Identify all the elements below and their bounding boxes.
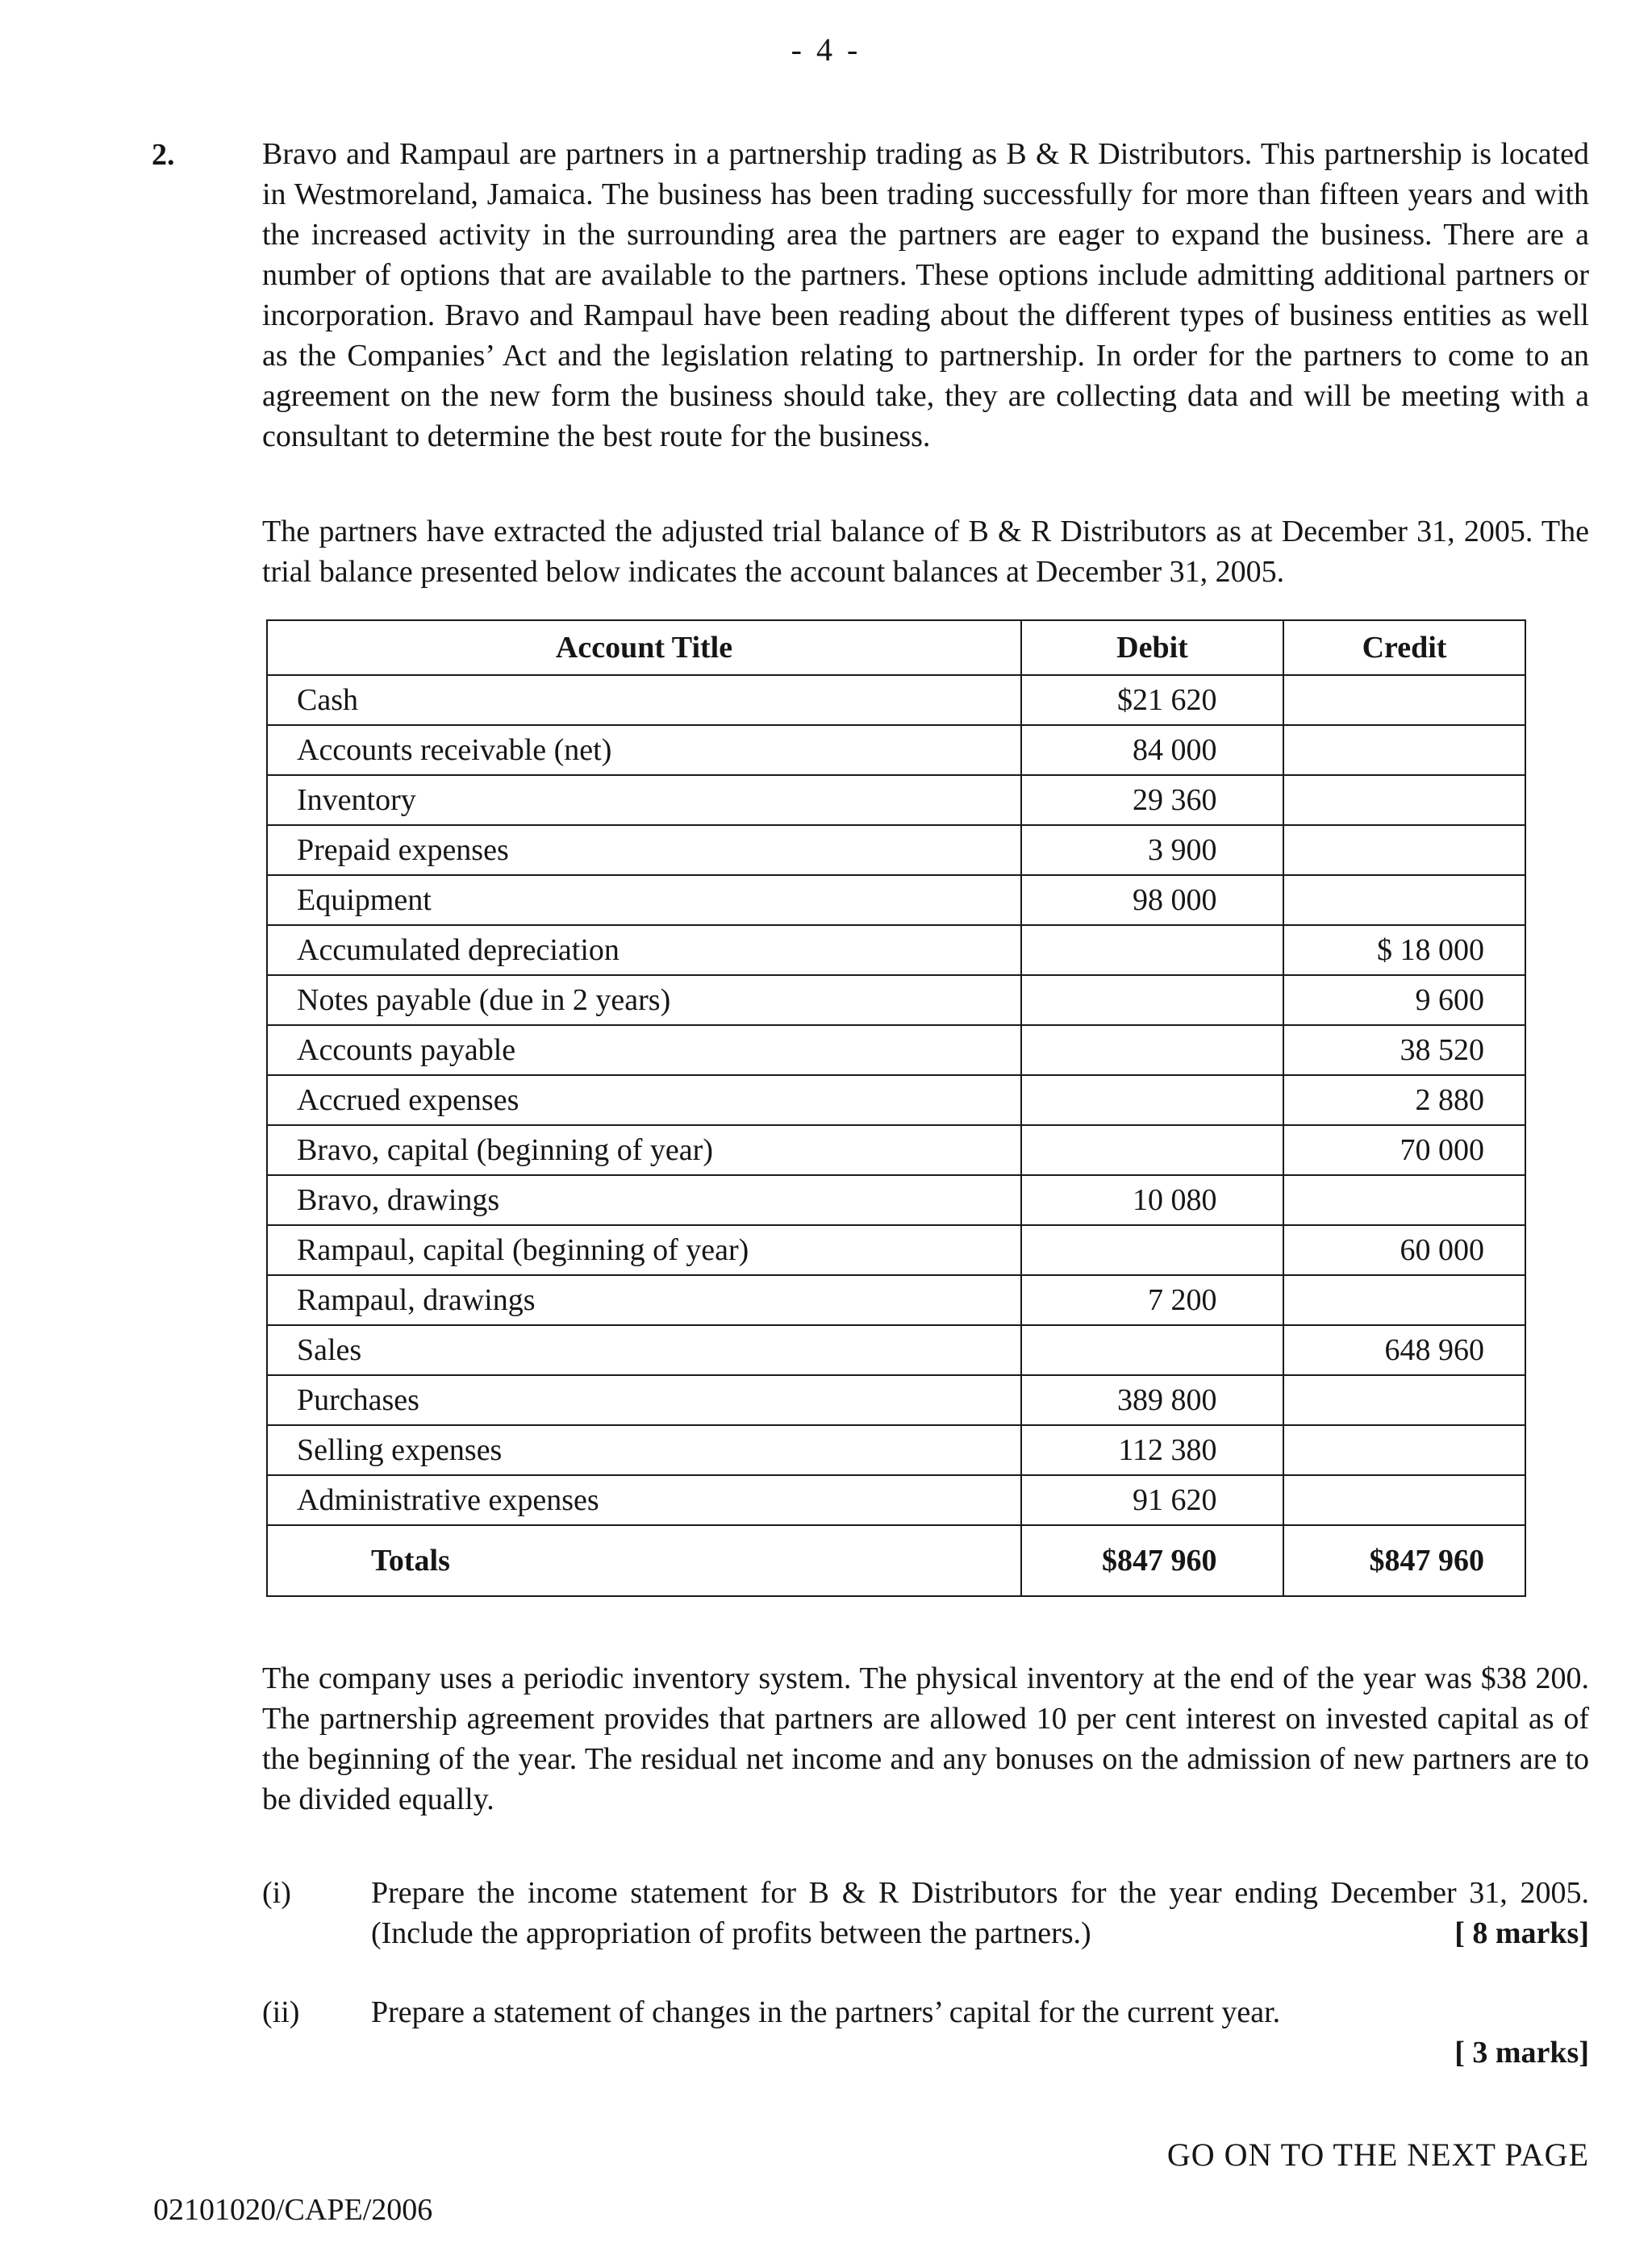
debit-value: 7 200 xyxy=(1148,1283,1217,1317)
totals-debit-value: $847 960 xyxy=(1102,1544,1217,1578)
account-title-cell: Inventory xyxy=(267,775,1021,825)
table-header-row xyxy=(267,620,1525,675)
debit-value: 29 360 xyxy=(1133,783,1217,817)
debit-cell xyxy=(1021,1075,1283,1125)
debit-cell xyxy=(1021,775,1283,825)
credit-cell xyxy=(1283,1275,1525,1325)
credit-cell xyxy=(1283,1375,1525,1425)
debit-value: 91 620 xyxy=(1133,1483,1217,1517)
table-row xyxy=(267,1375,1525,1425)
credit-cell xyxy=(1283,725,1525,775)
debit-cell xyxy=(1021,1275,1283,1325)
debit-cell xyxy=(1021,875,1283,925)
debit-cell xyxy=(1021,1025,1283,1075)
account-title-cell: Purchases xyxy=(267,1375,1021,1425)
next-page-notice: GO ON TO THE NEXT PAGE xyxy=(1166,2137,1589,2173)
debit-cell xyxy=(1021,725,1283,775)
table-row xyxy=(267,875,1525,925)
credit-cell: 648 960 xyxy=(1283,1325,1525,1375)
debit-cell xyxy=(1021,825,1283,875)
debit-cell xyxy=(1021,675,1283,725)
page-number: - 4 - xyxy=(791,31,861,68)
debit-value: 84 000 xyxy=(1133,733,1217,767)
table-row xyxy=(267,725,1525,775)
header-credit: Credit xyxy=(1283,620,1525,675)
debit-cell xyxy=(1021,1425,1283,1475)
credit-cell: 60 000 xyxy=(1283,1225,1525,1275)
item-numeral: (i) xyxy=(262,1876,291,1910)
table-row xyxy=(267,1225,1525,1275)
account-title-cell: Accounts receivable (net) xyxy=(267,725,1021,775)
credit-cell: $ 18 000 xyxy=(1283,925,1525,975)
credit-cell xyxy=(1283,1475,1525,1525)
item-text: Prepare a statement of changes in the partners’ capital for the current year. xyxy=(371,1995,1281,2029)
table-row xyxy=(267,1125,1525,1175)
account-title-cell: Rampaul, capital (beginning of year) xyxy=(267,1225,1021,1275)
credit-cell xyxy=(1283,1175,1525,1225)
debit-cell xyxy=(1021,925,1283,975)
debit-value: $21 620 xyxy=(1117,683,1217,717)
table-row xyxy=(267,675,1525,725)
totals-debit xyxy=(1021,1525,1283,1596)
table-row xyxy=(267,775,1525,825)
table-row xyxy=(267,975,1525,1025)
item-marks: [ 8 marks] xyxy=(1454,1916,1589,1950)
account-title-cell: Equipment xyxy=(267,875,1021,925)
debit-value: 10 080 xyxy=(1133,1183,1217,1217)
account-title-cell: Accrued expenses xyxy=(267,1075,1021,1125)
credit-cell xyxy=(1283,1425,1525,1475)
debit-cell xyxy=(1021,1475,1283,1525)
table-body xyxy=(267,675,1525,1596)
table-row xyxy=(267,1325,1525,1375)
credit-cell xyxy=(1283,875,1525,925)
credit-cell: 2 880 xyxy=(1283,1075,1525,1125)
credit-cell xyxy=(1283,675,1525,725)
footer-exam-code: 02101020/CAPE/2006 xyxy=(153,2193,433,2227)
table-row xyxy=(267,1475,1525,1525)
table-row xyxy=(267,1175,1525,1225)
credit-cell: 38 520 xyxy=(1283,1025,1525,1075)
account-title-cell: Selling expenses xyxy=(267,1425,1021,1475)
account-title-cell: Notes payable (due in 2 years) xyxy=(267,975,1021,1025)
account-title-cell: Accounts payable xyxy=(267,1025,1021,1075)
credit-cell: 9 600 xyxy=(1283,975,1525,1025)
intro-paragraph: Bravo and Rampaul are partners in a partnership trading as B & R Distributors. This partnership is located in Westmoreland, Jamaica. The business has been trading successfully for more than fifteen years and with the increased activity in the surrounding area the partners are eager to expand the business. There are a number of options that are available to the partners. These options include admitting additional partners or incorporation. Bravo and Rampaul have been reading about the different types of business entities as well as the Companies’ Act and the legislation relating to partnership. In order for the partners to come to an agreement on the new form the business should take, they are collecting data and will be meeting with a consultant to determine the best route for the business. xyxy=(262,137,1589,453)
table-row xyxy=(267,925,1525,975)
trial-balance-table xyxy=(266,619,1526,1597)
after-table-paragraph: The company uses a periodic inventory system. The physical inventory at the end of the year was $38 200. The partnership agreement provides that partners are allowed 10 per cent interest on invested capital as of the beginning of the year. The residual net income and any bonuses on the admission of new partners are to be divided equally. xyxy=(262,1661,1589,1816)
table-row xyxy=(267,1275,1525,1325)
credit-cell: 70 000 xyxy=(1283,1125,1525,1175)
debit-value: 98 000 xyxy=(1133,883,1217,917)
totals-credit: $847 960 xyxy=(1283,1525,1525,1596)
item-marks: [ 3 marks] xyxy=(1454,2036,1589,2070)
table-row xyxy=(267,1425,1525,1475)
debit-cell xyxy=(1021,1325,1283,1375)
credit-cell xyxy=(1283,825,1525,875)
account-title-cell: Accumulated depreciation xyxy=(267,925,1021,975)
debit-value: 3 900 xyxy=(1148,833,1217,867)
account-title-cell: Cash xyxy=(267,675,1021,725)
account-title-cell: Administrative expenses xyxy=(267,1475,1021,1525)
totals-row xyxy=(267,1525,1525,1596)
debit-cell xyxy=(1021,1225,1283,1275)
debit-cell xyxy=(1021,1375,1283,1425)
debit-cell xyxy=(1021,975,1283,1025)
account-title-cell: Bravo, drawings xyxy=(267,1175,1021,1225)
header-account-title: Account Title xyxy=(267,620,1021,675)
table-row xyxy=(267,1075,1525,1125)
debit-cell xyxy=(1021,1175,1283,1225)
trial-balance-intro: The partners have extracted the adjusted trial balance of B & R Distributors as at December 31, 2005. The trial balance presented below indicates the account balances at December 31, 2005. xyxy=(262,515,1589,589)
credit-cell xyxy=(1283,775,1525,825)
item-body xyxy=(371,1873,1589,1953)
account-title-cell: Rampaul, drawings xyxy=(267,1275,1021,1325)
item-text: Prepare the income statement for B & R Distributors for the year ending December 31, 2005. (Include the appropriation of profits between the partners.) xyxy=(371,1876,1589,1950)
item-numeral: (ii) xyxy=(262,1995,300,2029)
account-title-cell: Sales xyxy=(267,1325,1021,1375)
debit-value: 112 380 xyxy=(1118,1433,1217,1467)
debit-value: 389 800 xyxy=(1117,1383,1217,1417)
question-number: 2. xyxy=(152,138,175,172)
header-debit: Debit xyxy=(1021,620,1283,675)
table-row xyxy=(267,1025,1525,1075)
debit-cell xyxy=(1021,1125,1283,1175)
account-title-cell: Prepaid expenses xyxy=(267,825,1021,875)
totals-label: Totals xyxy=(267,1525,1021,1596)
table-row xyxy=(267,825,1525,875)
account-title-cell: Bravo, capital (beginning of year) xyxy=(267,1125,1021,1175)
